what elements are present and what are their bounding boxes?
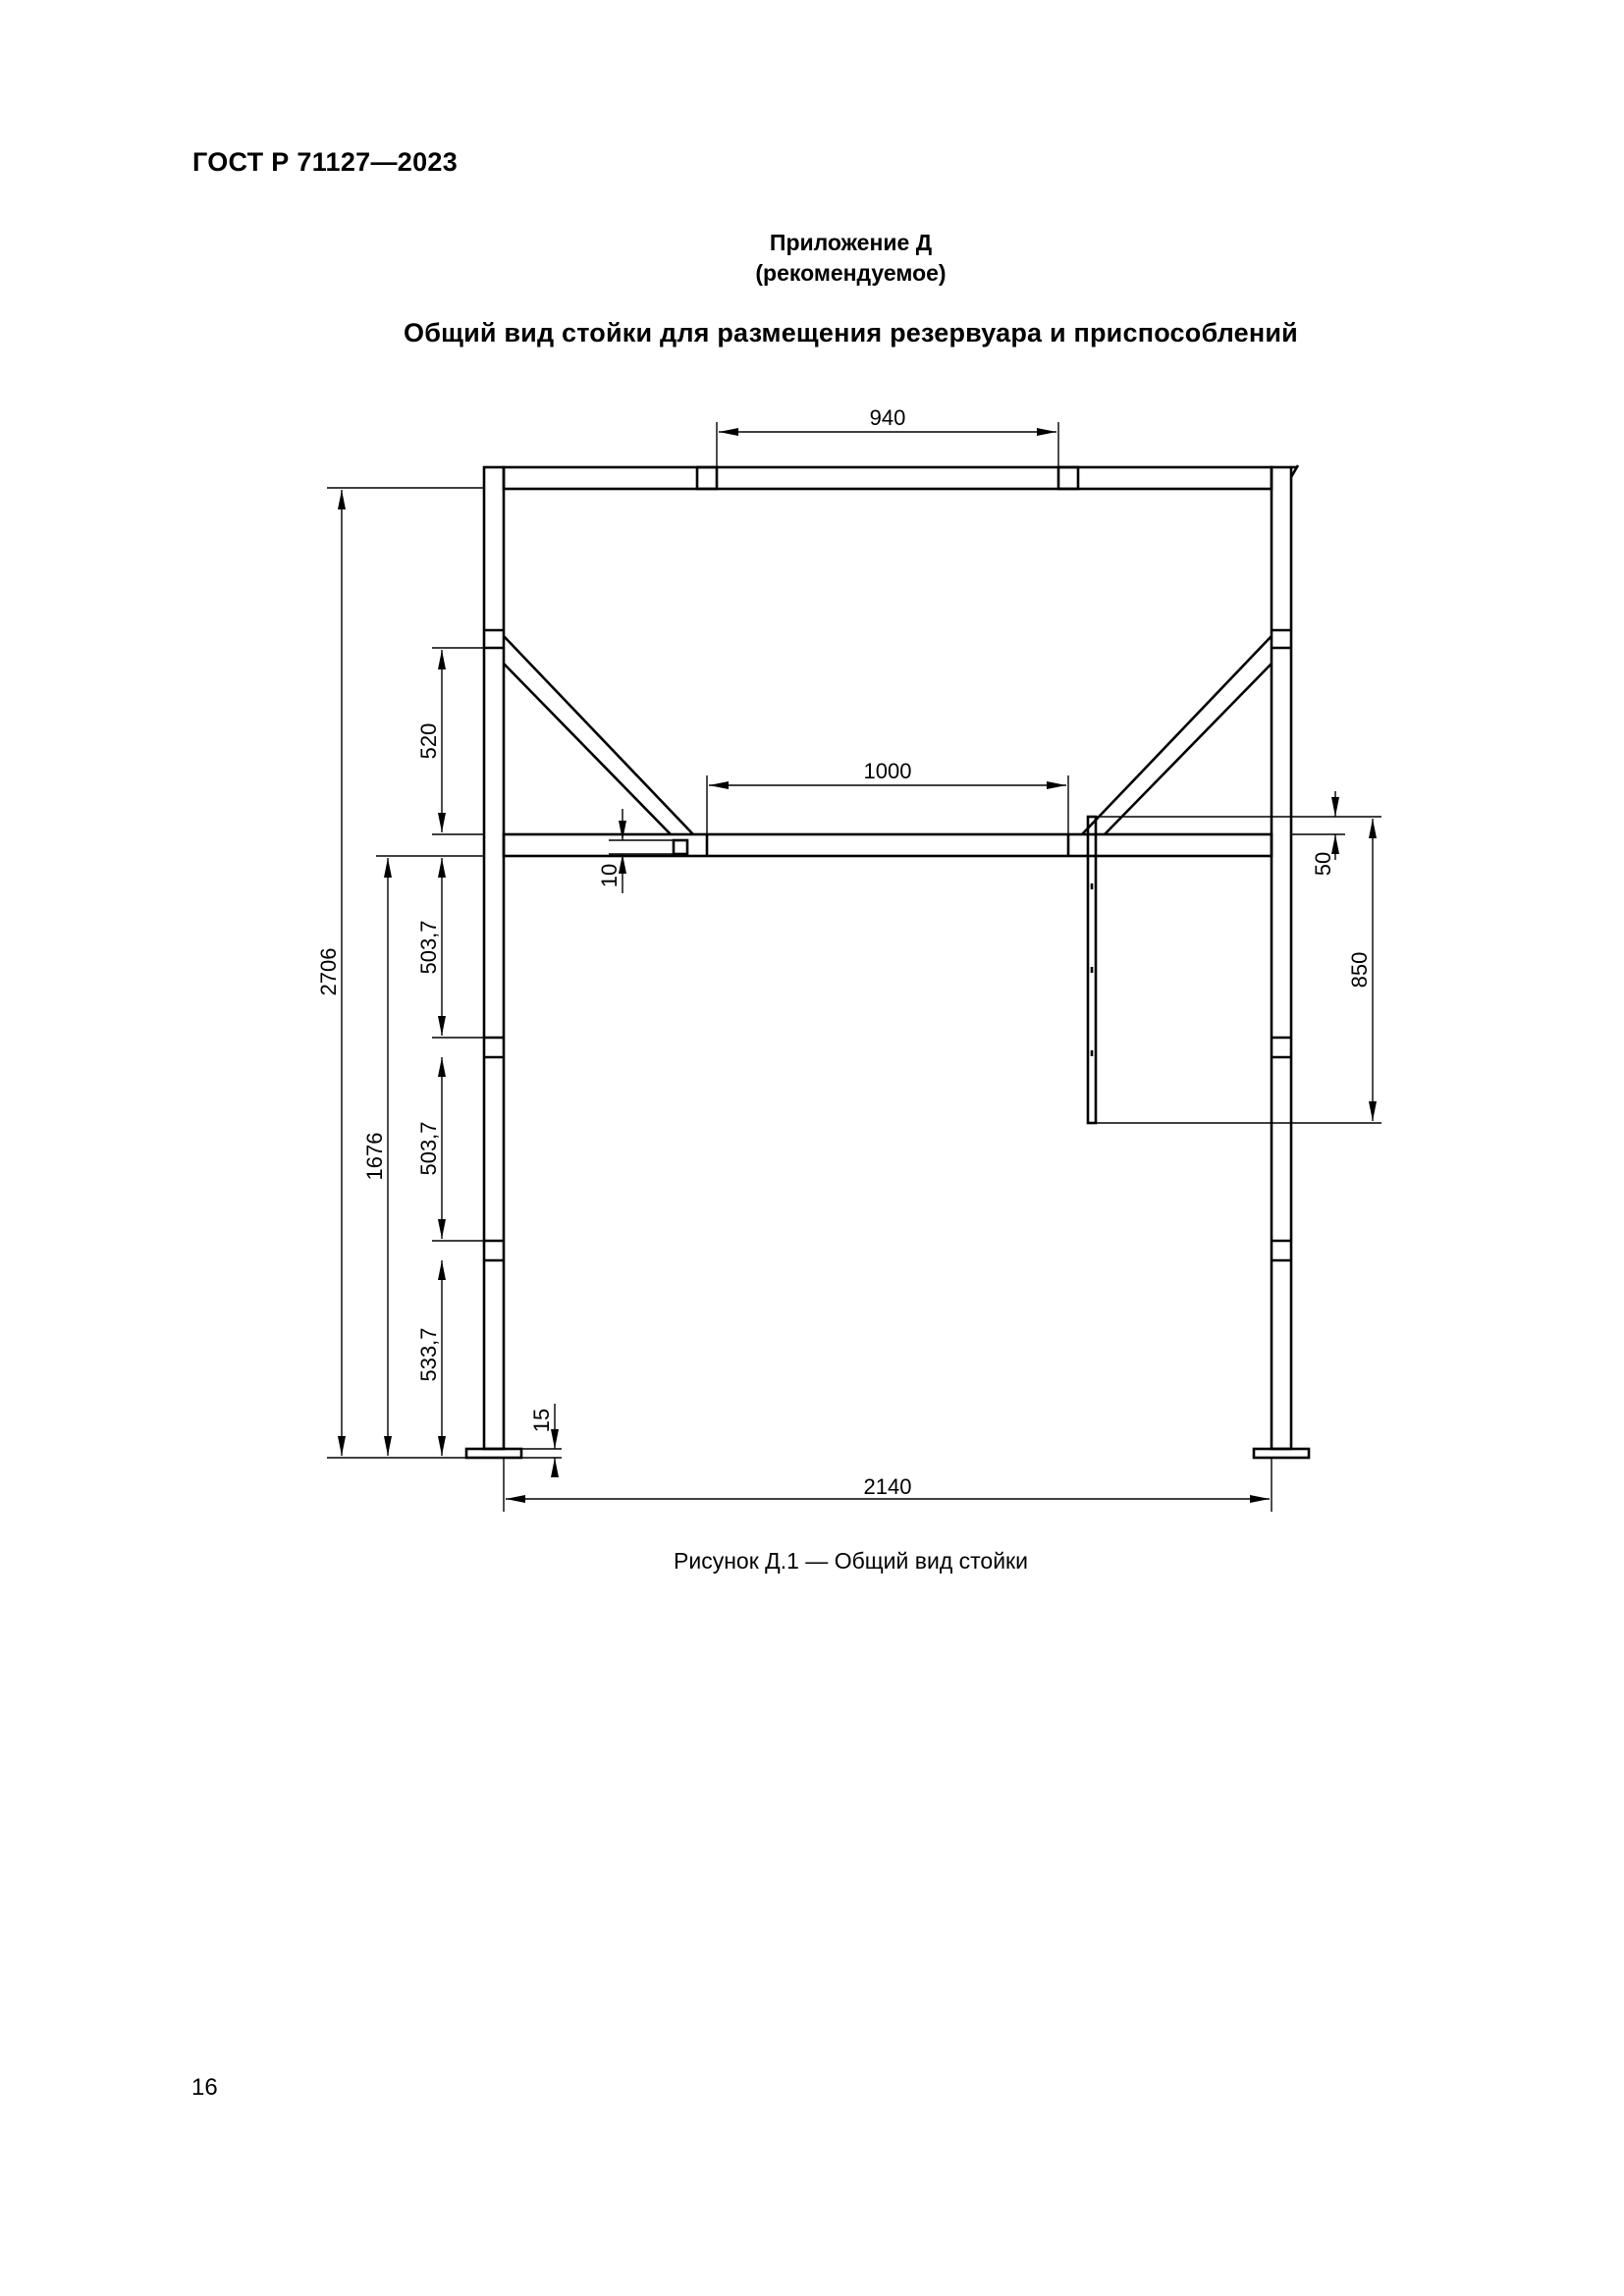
right-post bbox=[1272, 467, 1291, 1449]
right-foot-plate bbox=[1254, 1449, 1309, 1458]
dim-label-503-upper: 503,7 bbox=[416, 920, 441, 975]
dim-label-1000: 1000 bbox=[863, 759, 912, 783]
top-coupler-right bbox=[1058, 467, 1078, 489]
dim-label-15: 15 bbox=[529, 1408, 554, 1433]
figure-caption: Рисунок Д.1 — Общий вид стойки bbox=[674, 1548, 1028, 1574]
document-code: ГОСТ Р 71127—2023 bbox=[192, 147, 459, 177]
dim-label-940: 940 bbox=[869, 405, 906, 430]
dim-label-2706: 2706 bbox=[316, 947, 341, 996]
annex-heading: Общий вид стойки для размещения резервуара и приспособлений bbox=[404, 318, 1298, 347]
shelf-bracket bbox=[674, 840, 687, 854]
top-coupler-left bbox=[697, 467, 717, 489]
left-foot-plate bbox=[466, 1449, 521, 1458]
annex-label: Приложение Д bbox=[769, 230, 933, 255]
dim-label-850: 850 bbox=[1347, 951, 1372, 988]
page-number: 16 bbox=[191, 2074, 218, 2101]
top-beam bbox=[504, 467, 1272, 489]
shelf-beam bbox=[504, 834, 1272, 856]
dim-label-520: 520 bbox=[416, 722, 441, 760]
dim-label-503-middle: 503,7 bbox=[416, 1121, 441, 1176]
dim-label-2140: 2140 bbox=[863, 1474, 912, 1499]
dim-label-1676: 1676 bbox=[362, 1132, 387, 1181]
left-post bbox=[484, 467, 504, 1449]
dim-label-10: 10 bbox=[597, 863, 622, 888]
dimension-labels bbox=[316, 405, 1372, 1499]
annex-status: (рекомендуемое) bbox=[755, 260, 947, 286]
frame bbox=[466, 465, 1309, 1458]
dim-label-533: 533,7 bbox=[416, 1327, 441, 1382]
dim-label-50: 50 bbox=[1311, 851, 1335, 877]
